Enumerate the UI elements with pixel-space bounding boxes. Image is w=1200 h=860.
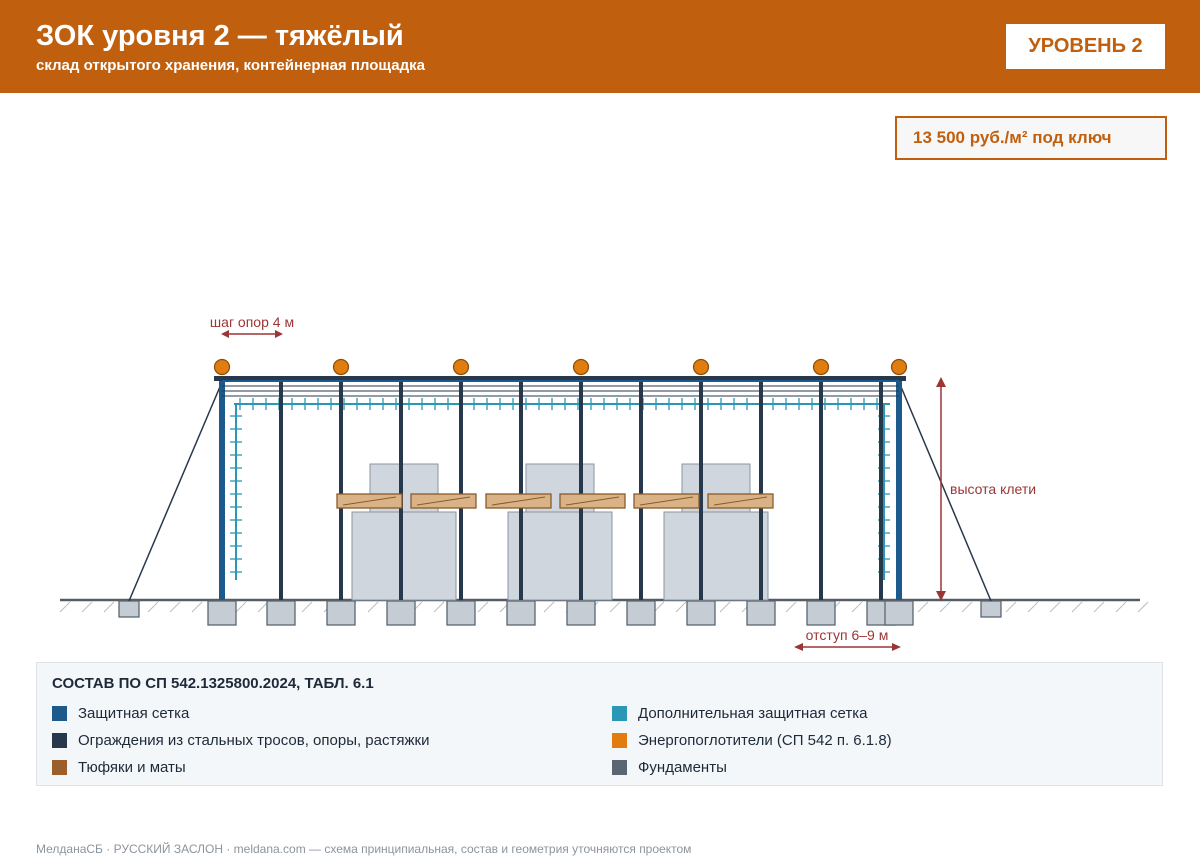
- energy-absorber: [814, 360, 829, 375]
- hatch-mark: [1050, 602, 1060, 612]
- support-post: [639, 380, 643, 600]
- hatch-mark: [1138, 602, 1148, 612]
- hatch-mark: [104, 602, 114, 612]
- post-foundation: [687, 601, 715, 625]
- support-post: [759, 380, 763, 600]
- offset-label: отступ 6–9 м: [805, 627, 889, 643]
- hatch-mark: [720, 602, 730, 612]
- legend-swatch: [612, 706, 627, 721]
- container-lower: [508, 512, 612, 600]
- legend-label: Фундаменты: [638, 758, 727, 776]
- hatch-mark: [236, 602, 246, 612]
- hatch-mark: [940, 602, 950, 612]
- top-cables: [214, 376, 906, 396]
- energy-absorber: [574, 360, 589, 375]
- legend-label: Дополнительная защитная сетка: [638, 704, 868, 722]
- page-subtitle: склад открытого хранения, контейнерная площадка: [36, 57, 425, 74]
- arrowhead: [221, 330, 229, 338]
- hatch-mark: [170, 602, 180, 612]
- hatch-mark: [82, 602, 92, 612]
- legend-label: Тюфяки и маты: [78, 758, 186, 776]
- post-foundation: [567, 601, 595, 625]
- legend-panel: [36, 662, 1163, 786]
- energy-absorbers: [215, 360, 907, 375]
- support-post: [699, 380, 703, 600]
- arrowhead: [794, 643, 803, 651]
- post-foundation: [267, 601, 295, 625]
- hatch-mark: [1116, 602, 1126, 612]
- container-lower: [664, 512, 768, 600]
- arrowhead: [275, 330, 283, 338]
- hatch-mark: [60, 602, 70, 612]
- hatch-mark: [962, 602, 972, 612]
- foundations: [119, 601, 1001, 625]
- post-foundation: [885, 601, 913, 625]
- legend-item-energy-absorbers: [612, 731, 892, 749]
- guy-wire: [129, 382, 222, 601]
- end-post: [896, 380, 902, 600]
- end-post: [219, 380, 225, 600]
- arrowhead: [892, 643, 901, 651]
- hatch-mark: [852, 602, 862, 612]
- page-title: ЗОК уровня 2 — тяжёлый: [36, 20, 404, 52]
- legend-swatch: [612, 733, 627, 748]
- post-foundation: [807, 601, 835, 625]
- arrowhead: [936, 377, 946, 387]
- hatch-mark: [544, 602, 554, 612]
- price-box: 13 500 руб./м² под ключ: [895, 116, 1167, 160]
- legend-swatch: [52, 760, 67, 775]
- hatch-mark: [302, 602, 312, 612]
- hatch-mark: [1028, 602, 1038, 612]
- anchor-foundation: [981, 601, 1001, 617]
- hatch-mark: [434, 602, 444, 612]
- post-foundation: [208, 601, 236, 625]
- footer-note: МелданаСБ · РУССКИЙ ЗАСЛОН · meldana.com — схема принципиальная, состав и геометрия уточняются проектом: [36, 842, 692, 856]
- hatch-mark: [478, 602, 488, 612]
- support-post: [339, 380, 343, 600]
- energy-absorber: [215, 360, 230, 375]
- containers: [352, 464, 768, 600]
- level-badge: УРОВЕНЬ 2: [1006, 24, 1165, 69]
- legend-item-extra-mesh: [612, 704, 867, 722]
- hatch-mark: [610, 602, 620, 612]
- post-foundation: [447, 601, 475, 625]
- post-foundation: [627, 601, 655, 625]
- legend-swatch: [52, 706, 67, 721]
- legend-item-protective-mesh: [52, 704, 189, 722]
- cage-height-label: высота клети: [950, 481, 1037, 497]
- legend-label: Защитная сетка: [78, 704, 190, 722]
- hatch-mark: [192, 602, 202, 612]
- post-step-label: шаг опор 4 м: [209, 314, 295, 330]
- hatch-mark: [148, 602, 158, 612]
- hatch-mark: [1094, 602, 1104, 612]
- support-post: [819, 380, 823, 600]
- post-foundation: [387, 601, 415, 625]
- legend-swatch: [612, 760, 627, 775]
- energy-absorber: [454, 360, 469, 375]
- post-foundation: [327, 601, 355, 625]
- energy-absorber: [892, 360, 907, 375]
- energy-absorber: [334, 360, 349, 375]
- post-foundation: [747, 601, 775, 625]
- legend-item-mats: [52, 758, 186, 776]
- legend-label: Энергопоглотители (СП 542 п. 6.1.8): [638, 731, 892, 749]
- hatch-mark: [786, 602, 796, 612]
- support-post: [399, 380, 403, 600]
- post-foundation: [507, 601, 535, 625]
- anchor-foundation: [119, 601, 139, 617]
- hatch-mark: [918, 602, 928, 612]
- hatch-mark: [1006, 602, 1016, 612]
- legend-item-foundations: [612, 758, 727, 776]
- support-post: [579, 380, 583, 600]
- legend-item-cables: [52, 731, 429, 749]
- hatch-mark: [1072, 602, 1082, 612]
- support-post: [879, 380, 883, 600]
- support-post: [279, 380, 283, 600]
- legend-swatch: [52, 733, 67, 748]
- hatch-mark: [676, 602, 686, 612]
- container-lower: [352, 512, 456, 600]
- support-post: [519, 380, 523, 600]
- legend-title: СОСТАВ ПО СП 542.1325800.2024, ТАБЛ. 6.1: [52, 675, 374, 692]
- support-post: [459, 380, 463, 600]
- legend-label: Ограждения из стальных тросов, опоры, растяжки: [78, 731, 430, 749]
- hatch-mark: [368, 602, 378, 612]
- energy-absorber: [694, 360, 709, 375]
